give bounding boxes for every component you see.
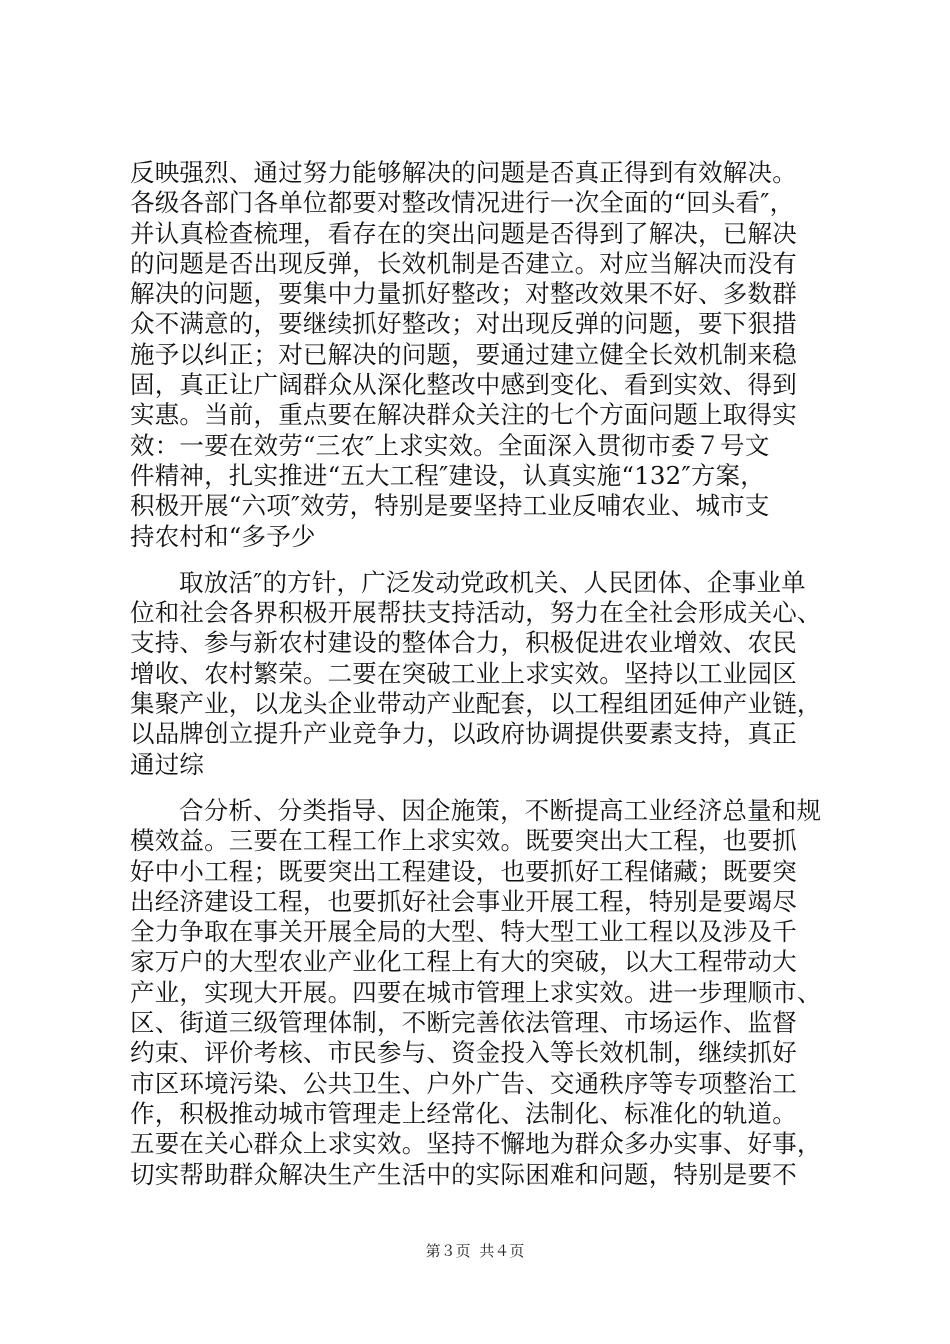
text-line: 约束、评价考核、市民参与、资金投入等长效机制，继续抓好 bbox=[130, 1038, 797, 1068]
text-line: 效：一要在效劳“三农″上求实效。全面深入贯彻市委７号文 bbox=[130, 430, 770, 460]
text-line: 市区环境污染、公共卫生、户外广告、交通秩序等专项整治工 bbox=[130, 1068, 797, 1098]
paragraph-2 bbox=[130, 568, 830, 780]
text-line: 五要在关心群众上求实效。坚持不懈地为群众多办实事、好事， bbox=[130, 1129, 822, 1159]
text-line: 取放活″的方针，广泛发动党政机关、人民团体、企事业单 bbox=[179, 567, 806, 597]
text-line: 实惠。当前，重点要在解决群众关注的七个方面问题上取得实 bbox=[130, 400, 797, 430]
text-line: 出经济建设工程，也要抓好社会事业开展工程，特别是要竭尽 bbox=[130, 886, 797, 916]
page-number: 第３页 bbox=[425, 1242, 471, 1260]
text-line: 家万户的大型农业产业化工程上有大的突破，以大工程带动大 bbox=[130, 947, 797, 977]
text-line: 众不满意的，要继续抓好整改；对出现反弹的问题，要下狠措 bbox=[130, 309, 797, 339]
text-line: 增收、农村繁荣。二要在突破工业上求实效。坚持以工业园区 bbox=[130, 658, 797, 688]
text-line: 件精神，扎实推进“五大工程″建设，认真实施“132″方案， bbox=[130, 460, 765, 490]
text-line: 固，真正让广阔群众从深化整改中感到变化、看到实效、得到 bbox=[130, 370, 797, 400]
text-line: 各级各部门各单位都要对整改情况进行一次全面的“回头看″， bbox=[130, 188, 795, 218]
document-body bbox=[130, 158, 830, 1190]
text-line: 支持、参与新农村建设的整体合力，积极促进农业增效、农民 bbox=[130, 628, 797, 658]
text-line: 好中小工程；既要突出工程建设，也要抓好工程储藏；既要突 bbox=[130, 856, 797, 886]
text-line: 全力争取在事关开展全局的大型、特大型工业工程以及涉及千 bbox=[130, 917, 797, 947]
page-total: 共４页 bbox=[479, 1242, 525, 1260]
text-line: 施予以纠正；对已解决的问题，要通过建立健全长效机制来稳 bbox=[130, 339, 797, 369]
text-line: 产业，实现大开展。四要在城市管理上求实效。进一步理顺市、 bbox=[130, 977, 822, 1007]
text-line: 位和社会各界积极开展帮扶支持活动，努力在全社会形成关心、 bbox=[130, 598, 822, 628]
text-line: 的问题是否出现反弹，长效机制是否建立。对应当解决而没有 bbox=[130, 248, 797, 278]
text-line: 切实帮助群众解决生产生活中的实际困难和问题，特别是要不 bbox=[130, 1159, 797, 1189]
text-line: 积极开展“六项″效劳，特别是要坚持工业反哺农业、城市支 bbox=[130, 491, 770, 521]
text-line: 合分析、分类指导、因企施策，不断提高工业经济总量和规 bbox=[179, 795, 822, 825]
text-line: 反映强烈、通过努力能够解决的问题是否真正得到有效解决。 bbox=[130, 158, 797, 187]
text-line: 持农村和“多予少 bbox=[130, 521, 316, 551]
paragraph-gap bbox=[130, 552, 830, 568]
text-line: 解决的问题，要集中力量抓好整改；对整改效果不好、多数群 bbox=[130, 279, 797, 309]
paragraph-3 bbox=[130, 796, 830, 1190]
page-footer bbox=[0, 1241, 950, 1261]
text-line: 以品牌创立提升产业竞争力，以政府协调提供要素支持，真正 bbox=[130, 719, 797, 749]
text-line: 集聚产业，以龙头企业带动产业配套，以工程组团延伸产业链， bbox=[130, 689, 822, 719]
text-line: 区、街道三级管理体制，不断完善依法管理、市场运作、监督 bbox=[130, 1008, 797, 1038]
paragraph-gap bbox=[130, 780, 830, 796]
paragraph-1 bbox=[130, 158, 830, 552]
text-line: 通过综 bbox=[130, 749, 205, 779]
text-line: 作，积极推动城市管理走上经常化、法制化、标准化的轨道。 bbox=[130, 1098, 797, 1128]
text-line: 模效益。三要在工程工作上求实效。既要突出大工程，也要抓 bbox=[130, 826, 797, 856]
text-line: 并认真检查梳理，看存在的突出问题是否得到了解决，已解决 bbox=[130, 218, 797, 248]
